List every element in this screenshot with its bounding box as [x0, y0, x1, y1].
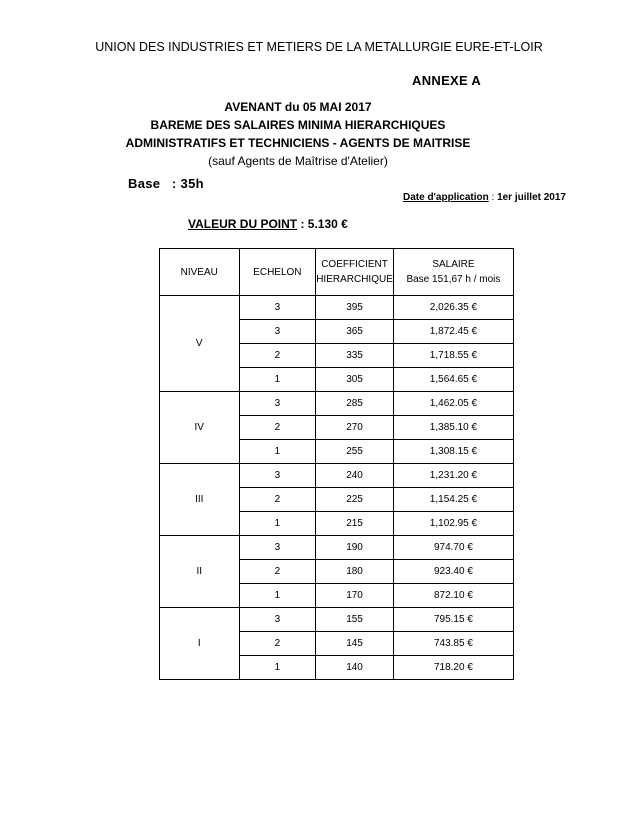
header-salaire [393, 249, 513, 296]
niveau-cell: II [160, 536, 240, 608]
echelon-cell: 3 [239, 536, 316, 560]
echelon-cell: 2 [239, 560, 316, 584]
echelon-cell: 1 [239, 656, 316, 680]
salaire-cell: 872.10 € [393, 584, 513, 608]
coefficient-cell: 365 [316, 320, 394, 344]
echelon-cell: 1 [239, 368, 316, 392]
coefficient-cell: 305 [316, 368, 394, 392]
salaire-cell: 1,718.55 € [393, 344, 513, 368]
niveau-cell: III [160, 464, 240, 536]
point-value [188, 217, 348, 231]
coefficient-cell: 225 [316, 488, 394, 512]
coefficient-cell: 395 [316, 296, 394, 320]
coefficient-cell: 285 [316, 392, 394, 416]
base-hours: Base : 35h [128, 176, 204, 191]
salaire-cell: 1,308.15 € [393, 440, 513, 464]
coefficient-cell: 170 [316, 584, 394, 608]
application-date-value: 1er juillet 2017 [497, 192, 566, 203]
application-date-label: Date d'application [402, 192, 489, 203]
coefficient-cell: 190 [316, 536, 394, 560]
coefficient-cell: 155 [316, 608, 394, 632]
salary-table [159, 248, 514, 680]
echelon-cell: 1 [239, 440, 316, 464]
header-niveau: NIVEAU [160, 249, 240, 296]
echelon-cell: 1 [239, 584, 316, 608]
salaire-cell: 1,385.10 € [393, 416, 513, 440]
coefficient-cell: 145 [316, 632, 394, 656]
salaire-cell: 1,564.65 € [393, 368, 513, 392]
point-value-label: VALEUR DU POINT [188, 217, 298, 231]
echelon-cell: 2 [239, 344, 316, 368]
table-body [160, 296, 514, 680]
title-line-1: AVENANT du 05 MAI 2017 [224, 100, 372, 114]
salaire-cell: 795.15 € [393, 608, 513, 632]
point-value-amount: 5.130 € [307, 217, 348, 231]
annexe-label: ANNEXE A [412, 73, 482, 88]
salaire-cell: 2,026.35 € [393, 296, 513, 320]
echelon-cell: 3 [239, 296, 316, 320]
table-row [160, 296, 514, 320]
coefficient-cell: 180 [316, 560, 394, 584]
application-date-sep: : [488, 192, 498, 203]
coefficient-cell: 270 [316, 416, 394, 440]
salaire-cell: 1,102.95 € [393, 512, 513, 536]
salaire-cell: 743.85 € [393, 632, 513, 656]
salaire-cell: 1,872.45 € [393, 320, 513, 344]
niveau-cell: IV [160, 392, 240, 464]
salaire-cell: 1,231.20 € [393, 464, 513, 488]
coefficient-cell: 255 [316, 440, 394, 464]
coefficient-cell: 140 [316, 656, 394, 680]
echelon-cell: 2 [239, 416, 316, 440]
salaire-cell: 1,154.25 € [393, 488, 513, 512]
table-row [160, 392, 514, 416]
coefficient-cell: 240 [316, 464, 394, 488]
echelon-cell: 3 [239, 464, 316, 488]
echelon-cell: 3 [239, 392, 316, 416]
echelon-cell: 2 [239, 488, 316, 512]
header-coefficient [316, 249, 394, 296]
header-coefficient-line2: HIERARCHIQUE [316, 274, 393, 285]
point-value-sep: : [297, 217, 308, 231]
salaire-cell: 718.20 € [393, 656, 513, 680]
echelon-cell: 3 [239, 608, 316, 632]
niveau-cell: V [160, 296, 240, 392]
salaire-cell: 974.70 € [393, 536, 513, 560]
title-block [108, 98, 488, 170]
document-header: UNION DES INDUSTRIES ET METIERS DE LA METALLURGIE EURE-ET-LOIR [95, 40, 543, 54]
echelon-cell: 2 [239, 632, 316, 656]
table-header-row [160, 249, 514, 296]
header-coefficient-line1: COEFFICIENT [321, 259, 388, 270]
application-date [403, 192, 566, 203]
header-salaire-line1: SALAIRE [432, 259, 475, 270]
salaire-cell: 1,462.05 € [393, 392, 513, 416]
niveau-cell: I [160, 608, 240, 680]
table-row [160, 464, 514, 488]
title-line-4: (sauf Agents de Maîtrise d'Atelier) [208, 154, 388, 168]
title-line-2: BAREME DES SALAIRES MINIMA HIERARCHIQUES [150, 118, 446, 132]
title-line-3: ADMINISTRATIFS ET TECHNICIENS - AGENTS DE MAITRISE [125, 136, 471, 150]
coefficient-cell: 215 [316, 512, 394, 536]
echelon-cell: 3 [239, 320, 316, 344]
echelon-cell: 1 [239, 512, 316, 536]
table-row [160, 608, 514, 632]
salaire-cell: 923.40 € [393, 560, 513, 584]
coefficient-cell: 335 [316, 344, 394, 368]
header-salaire-line2: Base 151,67 h / mois [406, 274, 501, 285]
table-row [160, 536, 514, 560]
header-echelon: ECHELON [239, 249, 316, 296]
